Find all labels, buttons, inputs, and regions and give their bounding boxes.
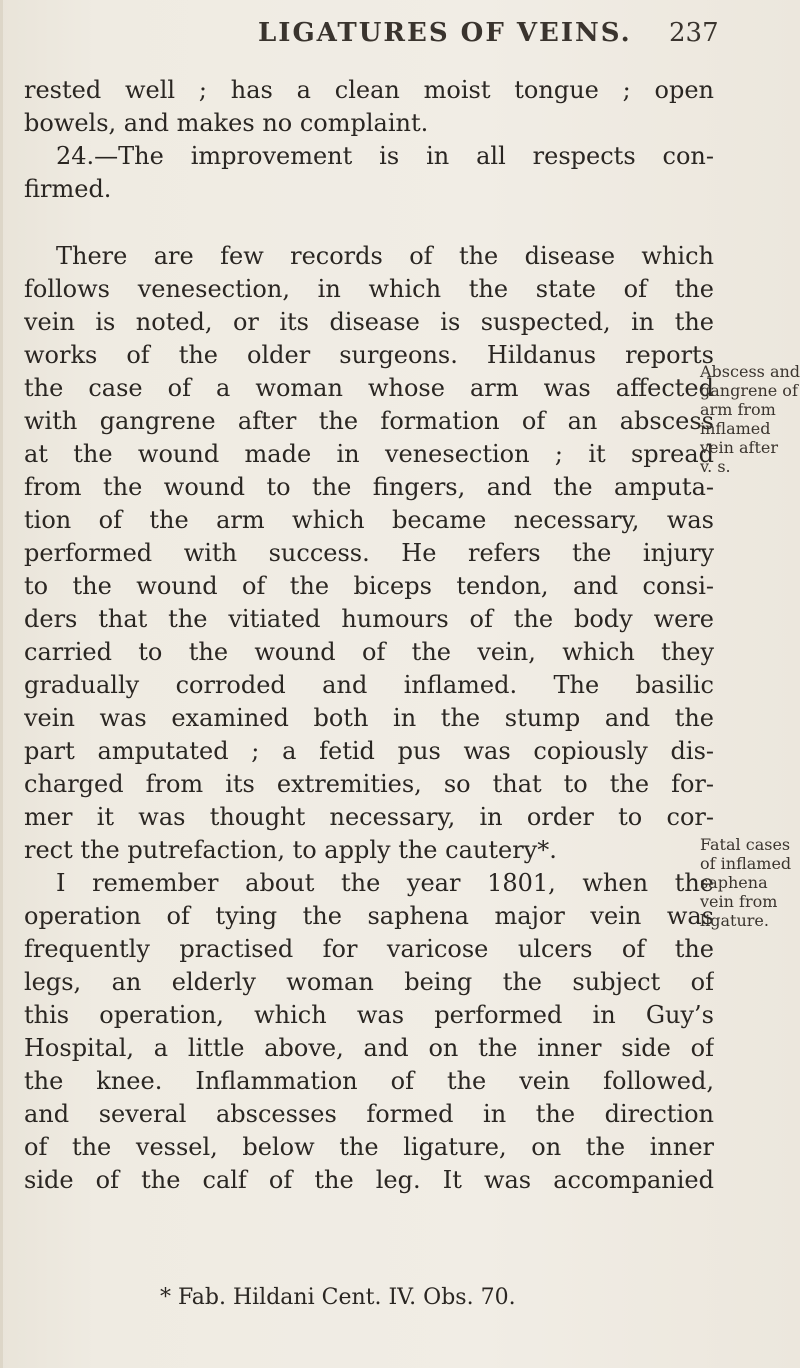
text-line: I remember about the year 1801, when the (56, 869, 714, 897)
margin-note-line: gangrene of (700, 381, 798, 400)
text-line: the knee. Inflammation of the vein followed, (24, 1067, 714, 1095)
body-text (24, 74, 714, 1197)
text-line: the case of a woman whose arm was affected (24, 374, 714, 402)
text-line: with gangrene after the formation of an abscess (24, 407, 714, 435)
paragraph-gap (24, 206, 714, 240)
margin-note-line: Abscess and (700, 362, 800, 381)
margin-note-fatal-cases (700, 835, 800, 930)
margin-note-line: saphena (700, 873, 768, 892)
margin-note-line: inflamed (700, 419, 771, 438)
margin-note-abscess (700, 362, 800, 476)
running-head (150, 18, 800, 58)
text-line: vein is noted, or its disease is suspected, in the (24, 308, 714, 336)
margin-note-line: Fatal cases (700, 835, 791, 854)
text-line: frequently practised for varicose ulcers of the (24, 935, 714, 963)
text-line: this operation, which was performed in Guy’s (24, 1001, 714, 1029)
page-number: 237 (669, 18, 719, 48)
text-line: There are few records of the disease which (56, 242, 714, 270)
text-line: from the wound to the fingers, and the amputa- (24, 473, 714, 501)
text-line: legs, an elderly woman being the subject of (24, 968, 714, 996)
text-line: works of the older surgeons. Hildanus reports (24, 341, 714, 369)
margin-note-line: vein after (700, 438, 779, 457)
text-line: performed with success. He refers the injury (24, 539, 714, 567)
margin-note-line: arm from (700, 400, 776, 419)
text-line: and several abscesses formed in the direction (24, 1100, 714, 1128)
margin-note-line: vein from (700, 892, 778, 911)
text-line: rested well ; has a clean moist tongue ; open (24, 76, 714, 104)
text-line: tion of the arm which became necessary, was (24, 506, 714, 534)
margin-note-line: ligature. (700, 911, 769, 930)
text-line: operation of tying the saphena major vein was (24, 902, 714, 930)
text-line: at the wound made in venesection ; it spread (24, 440, 714, 468)
text-line: ders that the vitiated humours of the body were (24, 605, 714, 633)
text-line: rect the putrefaction, to apply the cautery*. (24, 836, 557, 864)
text-line: vein was examined both in the stump and the (24, 704, 714, 732)
text-line: charged from its extremities, so that to the for- (24, 770, 714, 798)
footnote: * Fab. Hildani Cent. IV. Obs. 70. (160, 1285, 516, 1310)
text-line: of the vessel, below the ligature, on the inner (24, 1133, 714, 1161)
running-title: LIGATURES OF VEINS. (258, 18, 632, 48)
text-line: bowels, and makes no complaint. (24, 109, 429, 137)
page-edge (0, 0, 3, 1368)
text-line: mer it was thought necessary, in order to cor- (24, 803, 714, 831)
text-line: firmed. (24, 175, 112, 203)
text-line: gradually corroded and inflamed. The basilic (24, 671, 714, 699)
text-line: to the wound of the biceps tendon, and consi- (24, 572, 714, 600)
text-line: side of the calf of the leg. It was accompanied (24, 1166, 714, 1194)
text-line: follows venesection, in which the state of the (24, 275, 714, 303)
margin-note-line: v. s. (700, 457, 731, 476)
text-line: carried to the wound of the vein, which they (24, 638, 714, 666)
text-line: Hospital, a little above, and on the inner side of (24, 1034, 714, 1062)
margin-note-line: of inflamed (700, 854, 792, 873)
text-line: 24.—The improvement is in all respects con- (56, 142, 714, 170)
text-line: part amputated ; a fetid pus was copiously dis- (24, 737, 714, 765)
